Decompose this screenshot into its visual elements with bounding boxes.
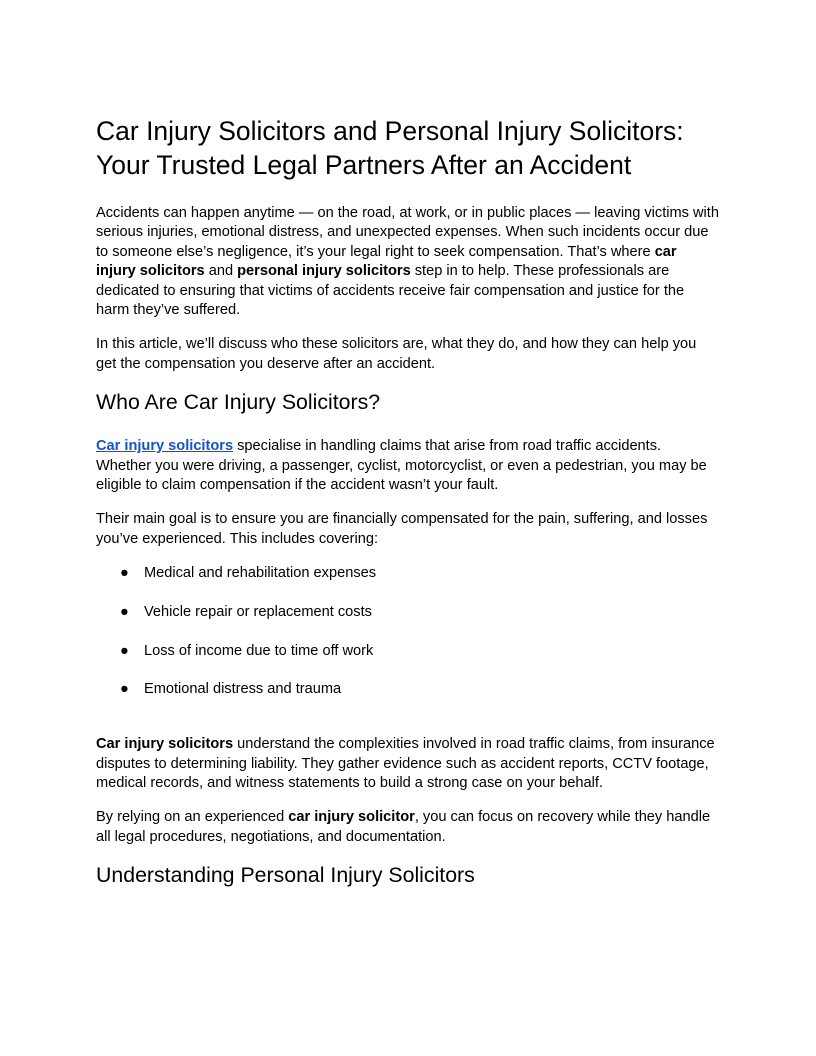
bullet-icon: ● xyxy=(120,642,129,659)
intro-text-2: and xyxy=(204,263,238,280)
coverage-list xyxy=(96,564,720,700)
bullet-icon: ● xyxy=(120,681,129,698)
title-line-1: Car Injury Solicitors and Personal Injury Solicitors: xyxy=(96,116,684,146)
section1-p4-bold: car injury solicitor xyxy=(288,809,415,826)
list-item xyxy=(96,642,720,661)
section1-p4-start: By relying on an experienced xyxy=(96,809,289,826)
section1-p4-text: , you can focus on recovery while they handle all legal procedures, negotiations, and documentation. xyxy=(96,809,711,845)
section-heading-car-injury: Who Are Car Injury Solicitors? xyxy=(96,390,381,415)
list-spacer xyxy=(96,719,720,735)
document-page xyxy=(96,114,720,910)
intro-bold-car-injury-solicitors: car injury solicitors xyxy=(96,243,677,280)
list-item xyxy=(96,564,720,583)
section1-paragraph-4 xyxy=(96,808,720,847)
section1-p3-bold: Car injury solicitors xyxy=(96,736,234,753)
intro-text-3: step in to help. These professionals are dedicated to ensuring that victims of accidents receive fair compensation and justice for the harm they’ve suffered. xyxy=(96,263,685,319)
bullet-icon: ● xyxy=(120,565,129,582)
list-item-text: Emotional distress and trauma xyxy=(144,681,342,698)
section1-paragraph-1 xyxy=(96,437,720,495)
list-item xyxy=(96,680,720,699)
section1-paragraph-2: Their main goal is to ensure you are financially compensated for the pain, suffering, and losses you’ve experienced. This includes covering: xyxy=(96,511,708,547)
bullet-icon: ● xyxy=(120,603,129,620)
list-item-text: Vehicle repair or replacement costs xyxy=(144,603,372,620)
list-item-text: Medical and rehabilitation expenses xyxy=(144,565,377,582)
section1-p3-text: understand the complexities involved in road traffic claims, from insurance disputes to determining liability. They gather evidence such as accident reports, CCTV footage, medical records, and witness statements to build a strong case on your behalf. xyxy=(96,736,715,791)
document-title xyxy=(96,114,720,182)
car-injury-solicitors-link[interactable]: Car injury solicitors xyxy=(96,438,234,455)
section1-paragraph-3 xyxy=(96,735,720,793)
section-heading-personal-injury: Understanding Personal Injury Solicitors xyxy=(96,863,475,888)
list-item-text: Loss of income due to time off work xyxy=(144,642,374,659)
intro-bold-personal-injury-solicitors: personal injury solicitors xyxy=(237,263,411,280)
intro-paragraph xyxy=(96,204,720,320)
section1-p1-text: specialise in handling claims that arise from road traffic accidents. Whether you were driving, a passenger, cyclist, motorcyclist, or even a pedestrian, you may be eligible to claim compensation if the accident wasn’t your fault. xyxy=(96,438,707,494)
title-line-2: Your Trusted Legal Partners After an Accident xyxy=(96,150,632,180)
list-item xyxy=(96,603,720,622)
overview-paragraph: In this article, we’ll discuss who these solicitors are, what they do, and how they can help you get the compensation you deserve after an accident. xyxy=(96,336,697,372)
intro-text-1: Accidents can happen anytime — on the road, at work, or in public places — leaving victims with serious injuries, emotional distress, and unexpected expenses. When such incidents occur due to someone else’s negligence, it’s your legal right to seek compensation. That’s where xyxy=(96,205,719,260)
